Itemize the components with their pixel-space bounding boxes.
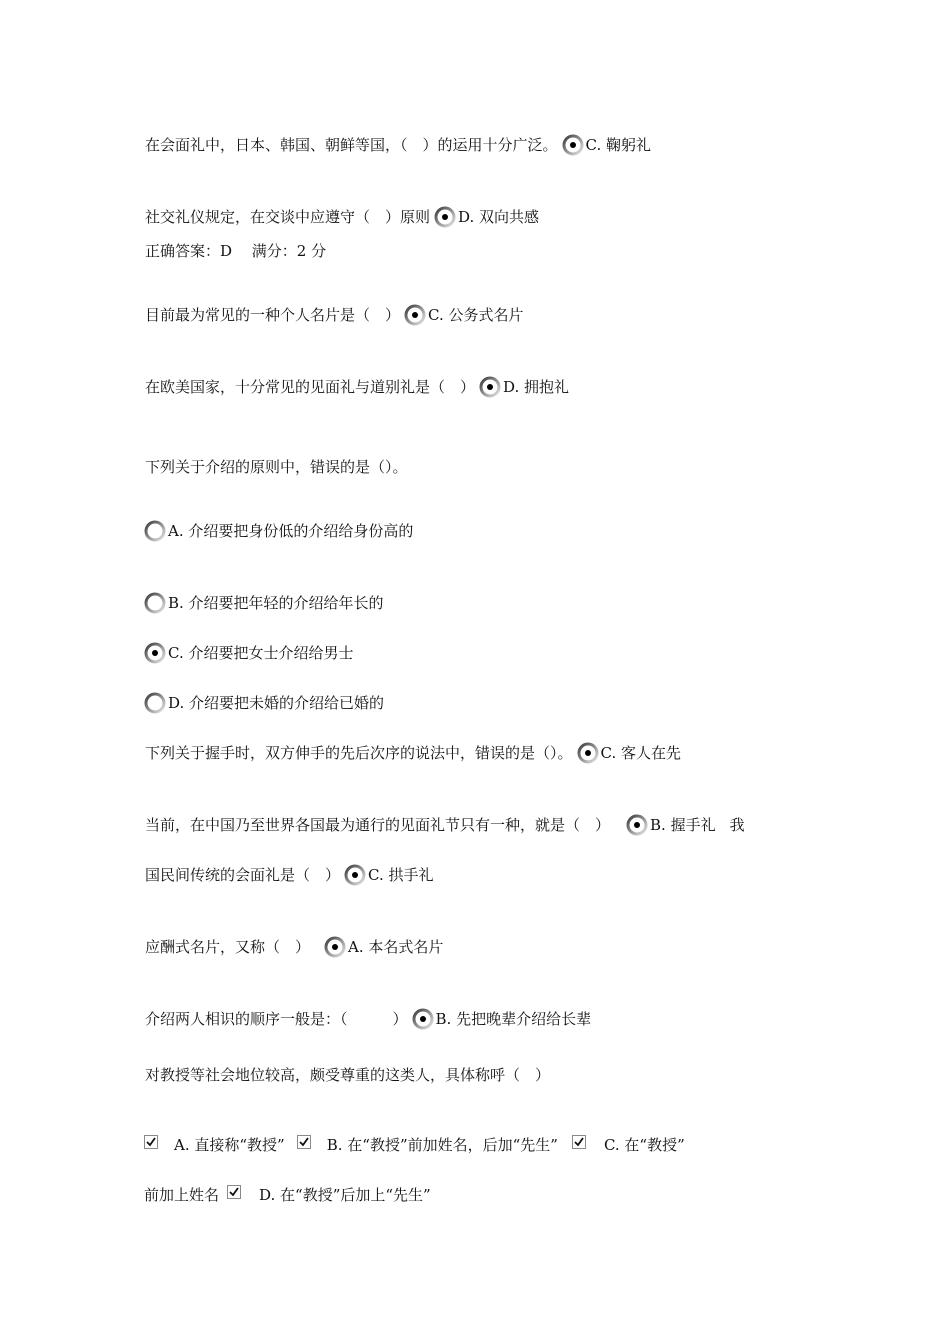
- radio-selected-icon[interactable]: [404, 304, 426, 326]
- question-6: [145, 742, 681, 764]
- option-b[interactable]: [144, 592, 384, 614]
- option-label: C. 介绍要把女士介绍给男士: [168, 644, 354, 662]
- radio-selected-icon[interactable]: [412, 1008, 434, 1030]
- question-11: [145, 1064, 550, 1086]
- question-10: [145, 1008, 591, 1030]
- question-text: 应酬式名片，又称（ ）: [145, 938, 311, 956]
- question-4: [145, 376, 569, 398]
- question-text: 介绍两人相识的顺序一般是：（ ）: [145, 1010, 408, 1028]
- answer-label: C. 鞠躬礼: [585, 136, 651, 154]
- option-c[interactable]: [144, 642, 353, 664]
- checkbox-options-row: [144, 1126, 685, 1156]
- trailing-text: 我: [729, 816, 745, 834]
- question-text: 在会面礼中，日本、韩国、朝鲜等国，（ ）的运用十分广泛。: [145, 136, 558, 154]
- radio-selected-icon[interactable]: [562, 134, 584, 156]
- answer-label: C. 公务式名片: [428, 306, 524, 324]
- checkbox-label-prefix: 前加上姓名: [144, 1186, 220, 1204]
- radio-selected-icon[interactable]: [344, 864, 366, 886]
- answer-label: B. 先把晚辈介绍给长辈: [435, 1010, 592, 1028]
- question-text: 对教授等社会地位较高，颇受尊重的这类人，具体称呼（ ）: [145, 1066, 551, 1084]
- radio-selected-icon[interactable]: [144, 642, 166, 664]
- answer-label: A. 本名式名片: [348, 938, 444, 956]
- checkbox-checked-icon[interactable]: [572, 1135, 586, 1149]
- option-d[interactable]: [144, 692, 384, 714]
- radio-unselected-icon[interactable]: [144, 592, 166, 614]
- answer-label: B. 握手礼: [650, 816, 716, 834]
- checkbox-label: A. 直接称“教授”: [174, 1136, 285, 1154]
- checkbox-checked-icon[interactable]: [227, 1185, 241, 1199]
- question-text: 下列关于握手时，双方伸手的先后次序的说法中，错误的是（）。: [145, 744, 573, 762]
- option-label: B. 介绍要把年轻的介绍给年长的: [168, 594, 384, 612]
- question-7: [145, 814, 745, 836]
- radio-unselected-icon[interactable]: [144, 520, 166, 542]
- radio-selected-icon[interactable]: [434, 206, 456, 228]
- question-text: 社交礼仪规定，在交谈中应遵守（ ）原则: [145, 208, 431, 226]
- option-label: D. 介绍要把未婚的介绍给已婚的: [168, 694, 385, 712]
- question-text: 国民间传统的会面礼是（ ）: [145, 866, 341, 884]
- question-text: 在欧美国家，十分常见的见面礼与道别礼是（ ）: [145, 378, 476, 396]
- radio-selected-icon[interactable]: [577, 742, 599, 764]
- checkbox-checked-icon[interactable]: [144, 1135, 158, 1149]
- question-9: [145, 936, 443, 958]
- question-8: [145, 864, 434, 886]
- checkbox-label: B. 在“教授”前加姓名，后加“先生”: [326, 1136, 558, 1154]
- question-5: [145, 456, 408, 478]
- checkbox-label: C. 在“教授”: [603, 1136, 685, 1154]
- question-1: [145, 134, 651, 156]
- question-3: [145, 304, 524, 326]
- option-label: A. 介绍要把身份低的介绍给身份高的: [168, 522, 414, 540]
- radio-unselected-icon[interactable]: [144, 692, 166, 714]
- question-text: 下列关于介绍的原则中，错误的是（）。: [145, 458, 408, 476]
- radio-selected-icon[interactable]: [324, 936, 346, 958]
- checkbox-label: D. 在“教授”后加上“先生”: [259, 1186, 431, 1204]
- option-a[interactable]: [144, 520, 413, 542]
- score-text: 正确答案：D 满分：2 分: [145, 242, 327, 260]
- answer-label: D. 拥抱礼: [503, 378, 570, 396]
- question-2: [145, 206, 539, 228]
- radio-selected-icon[interactable]: [479, 376, 501, 398]
- answer-label: C. 拱手礼: [368, 866, 434, 884]
- question-text: 当前，在中国乃至世界各国最为通行的见面礼节只有一种，就是（ ）: [145, 816, 611, 834]
- checkbox-options-row-2: [144, 1176, 431, 1206]
- question-text: 目前最为常见的一种个人名片是（ ）: [145, 306, 401, 324]
- answer-label: C. 客人在先: [600, 744, 681, 762]
- answer-label: D. 双向共感: [458, 208, 540, 226]
- checkbox-checked-icon[interactable]: [297, 1135, 311, 1149]
- score-line: [145, 240, 326, 262]
- radio-selected-icon[interactable]: [626, 814, 648, 836]
